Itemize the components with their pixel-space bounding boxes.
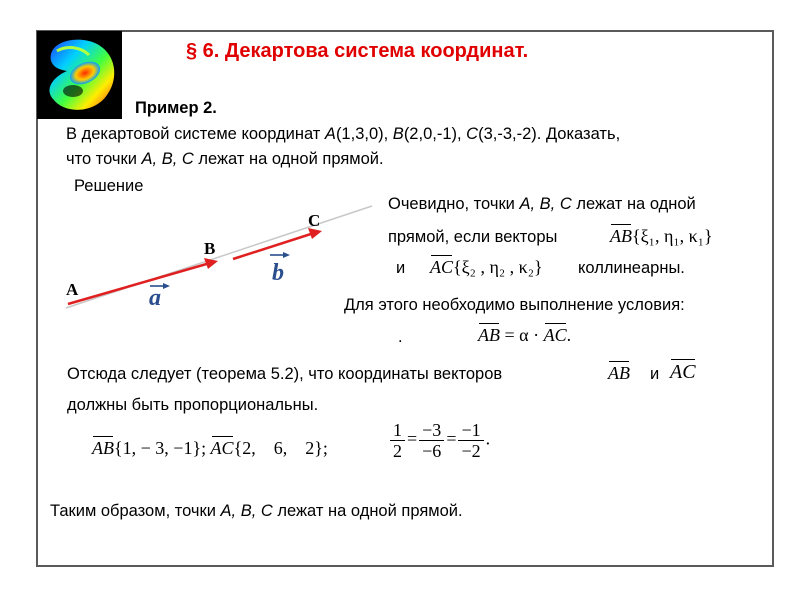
problem-text: лежат на одной прямой. (193, 150, 384, 168)
vector-ab-arrow (68, 263, 210, 304)
coord-vector-ac: AC (210, 438, 234, 458)
conclusion-part: Таким образом, точки (50, 502, 221, 520)
vector-ab-coords (610, 226, 713, 247)
coord-ab-values: {1, − 3, −1}; (114, 438, 207, 458)
problem-line-2 (66, 150, 384, 169)
eq-end: . (566, 325, 572, 345)
equals-sign: = (407, 428, 418, 449)
label-point-c: C (308, 211, 321, 230)
collinear-text: коллинеарны. (578, 259, 685, 277)
fraction-1-denominator: 2 (393, 441, 402, 461)
coord-ac-values: {2, 6, 2}; (233, 438, 328, 458)
proportion-formula (388, 420, 490, 461)
eq-alpha: = α · (500, 325, 544, 345)
fraction-2 (419, 420, 444, 461)
point-b-name: B (392, 125, 404, 143)
fraction-1-numerator: 1 (390, 420, 405, 441)
label-point-b: B (204, 239, 216, 258)
collinear-line (66, 206, 372, 308)
vector-ac-symbol: AC (670, 361, 696, 383)
conclusion-part: лежат на одной прямой. (272, 502, 463, 520)
vector-ab-symbol: AB (610, 226, 632, 246)
points-names: A, B, C (519, 195, 572, 213)
consequence-and: и (650, 365, 660, 383)
points-names: A, B, C (220, 502, 273, 520)
right-text: лежат на одной (571, 195, 696, 213)
label-vector-a: a (149, 285, 161, 311)
right-line-1 (388, 195, 696, 214)
slide-title: § 6. Декартова система координат. (186, 40, 529, 62)
problem-text: В декартовой системе координат (66, 125, 325, 143)
problem-text: что точки (66, 150, 142, 168)
consequence-line-1: Отсюда следует (теорема 5.2), что координаты векторов (67, 365, 503, 383)
vector-b-bar-head (283, 252, 290, 258)
vector-ac-coords (430, 257, 543, 278)
coord-vector-ab: AB (92, 438, 114, 458)
label-vector-b: b (272, 260, 284, 286)
condition-text: Для этого необходимо выполнение условия: (344, 296, 685, 314)
conjunction-and: и (396, 259, 406, 277)
point-a-name: A (324, 125, 336, 143)
example-heading: Пример 2. (135, 99, 217, 117)
conclusion-text (50, 502, 463, 521)
vector-ac-symbol: AC (430, 257, 454, 277)
point-a-coords: (1,3,0), (335, 125, 393, 143)
formula-end: . (485, 428, 491, 449)
consequence-vector-ab (608, 363, 630, 384)
eq-vector-ac: AC (543, 325, 567, 345)
fraction-1 (390, 420, 405, 461)
label-point-a: A (66, 280, 79, 299)
coordinates-formula (92, 438, 328, 459)
collinearity-equation (478, 325, 571, 346)
fraction-3-numerator: −1 (458, 420, 483, 441)
equals-sign: = (446, 428, 457, 449)
problem-line-1 (66, 125, 620, 144)
vector-diagram (60, 200, 380, 320)
consequence-line-2: должны быть пропорциональны. (67, 396, 319, 414)
vector-ac-components: {ξ₂ , η₂ , κ₂} (453, 257, 543, 277)
condition-dot: . (398, 328, 403, 346)
fraction-3 (458, 420, 483, 461)
fraction-2-numerator: −3 (419, 420, 444, 441)
right-line-2: прямой, если векторы (388, 228, 558, 246)
vector-ab-symbol: AB (608, 363, 630, 383)
vector-ab-arrowhead (204, 258, 218, 269)
points-names: A, B, C (141, 150, 194, 168)
point-b-coords: (2,0,-1), (403, 125, 467, 143)
eq-vector-ab: AB (478, 325, 500, 345)
vector-a-bar-head (163, 283, 170, 289)
fraction-2-denominator: −6 (422, 441, 442, 461)
point-c-coords: (3,-3,-2). Доказать, (478, 125, 621, 143)
torus-logo-image (37, 31, 122, 119)
fraction-3-denominator: −2 (461, 441, 481, 461)
consequence-vector-ac (670, 361, 696, 384)
right-text: Очевидно, точки (388, 195, 520, 213)
solution-label: Решение (74, 177, 144, 195)
vector-ab-components: {ξ₁, η₁, κ₁} (632, 226, 713, 246)
point-c-name: C (466, 125, 479, 143)
